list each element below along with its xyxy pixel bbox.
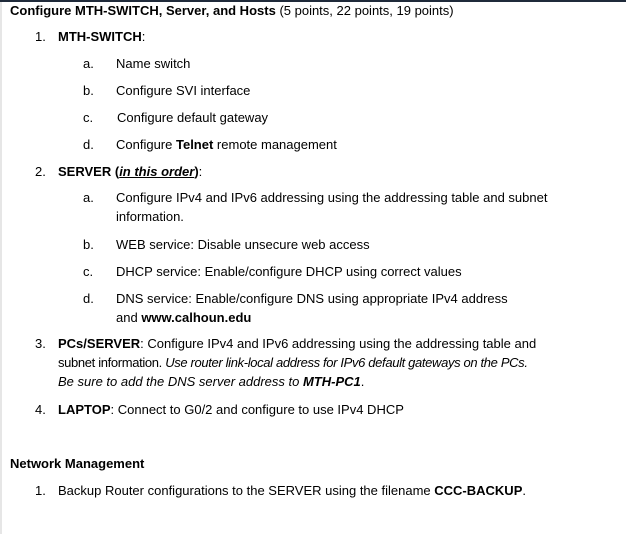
- item-laptop: [58, 401, 404, 418]
- item-server: [58, 163, 202, 180]
- text: Configure: [116, 137, 176, 152]
- sub-letter: c.: [83, 110, 94, 125]
- sub-text: Configure IPv4 and IPv6 addressing using the addressing table and subnet: [116, 190, 548, 205]
- heading-points: (5 points, 22 points, 19 points): [279, 3, 454, 18]
- colon: :: [140, 336, 144, 351]
- item-text: [58, 354, 528, 371]
- text: .: [522, 483, 526, 498]
- sub-text: WEB service: Disable unsecure web access: [116, 237, 370, 252]
- colon: :: [141, 29, 146, 44]
- item-backup: [58, 482, 526, 499]
- text: subnet information.: [58, 355, 166, 370]
- sub-text: Configure SVI interface: [116, 83, 251, 98]
- heading-bold: Configure MTH-SWITCH, Server, and Hosts: [10, 3, 276, 18]
- sub-letter: c.: [83, 264, 94, 279]
- text: remote management: [213, 137, 337, 152]
- item-pcs-server: [58, 335, 536, 352]
- sub-letter: a.: [83, 190, 94, 205]
- sub-text: Configure default gateway: [117, 110, 269, 125]
- sub-text: information.: [116, 209, 184, 224]
- item-label: LAPTOP: [58, 402, 111, 417]
- text: and: [116, 310, 142, 325]
- item-label: SERVER: [58, 164, 112, 179]
- colon: :: [110, 402, 115, 417]
- italic-text: Be sure to add the DNS server address to: [58, 374, 303, 389]
- item-label: MTH-SWITCH: [58, 29, 142, 44]
- item-label: PCs/SERVER: [58, 336, 141, 351]
- bold-text: Telnet: [175, 137, 214, 152]
- section-heading: [10, 2, 454, 19]
- paren: ): [194, 164, 199, 179]
- sub-letter: d.: [83, 137, 94, 152]
- item-number: 1.: [35, 29, 46, 44]
- text: Configure IPv4 and IPv6 addressing using the addressing table and: [143, 336, 537, 351]
- sub-letter: d.: [83, 291, 94, 306]
- item-number: 2.: [35, 164, 46, 179]
- text: Connect to G0/2 and configure to use IPv4 DHCP: [114, 402, 404, 417]
- left-border: [0, 2, 2, 534]
- item-number: 1.: [35, 483, 46, 498]
- sub-letter: b.: [83, 237, 94, 252]
- italic-text: Use router link-local address for IPv6 default gateways on the PCs.: [165, 355, 528, 370]
- sub-text: DNS service: Enable/configure DNS using appropriate IPv4 address: [116, 291, 508, 306]
- sub-letter: b.: [83, 83, 94, 98]
- text: Backup Router configurations to the SERVER using the filename: [58, 483, 435, 498]
- sub-text: [116, 309, 251, 326]
- order-note: in this order: [119, 164, 195, 179]
- sub-text: DHCP service: Enable/configure DHCP using correct values: [116, 264, 462, 279]
- colon: :: [198, 164, 203, 179]
- item-number: 4.: [35, 402, 46, 417]
- domain-name: www.calhoun.edu: [141, 310, 252, 325]
- sub-text: Name switch: [116, 56, 191, 71]
- bold-text: MTH-PC1: [302, 374, 361, 389]
- text: .: [360, 374, 365, 389]
- paren: (: [111, 164, 120, 179]
- section-heading-network: Network Management: [10, 456, 145, 471]
- filename: CCC-BACKUP: [434, 483, 523, 498]
- item-number: 3.: [35, 336, 46, 351]
- item-text: [58, 373, 364, 390]
- item-mth-switch: [58, 28, 145, 45]
- sub-letter: a.: [83, 56, 94, 71]
- sub-text: [116, 136, 337, 153]
